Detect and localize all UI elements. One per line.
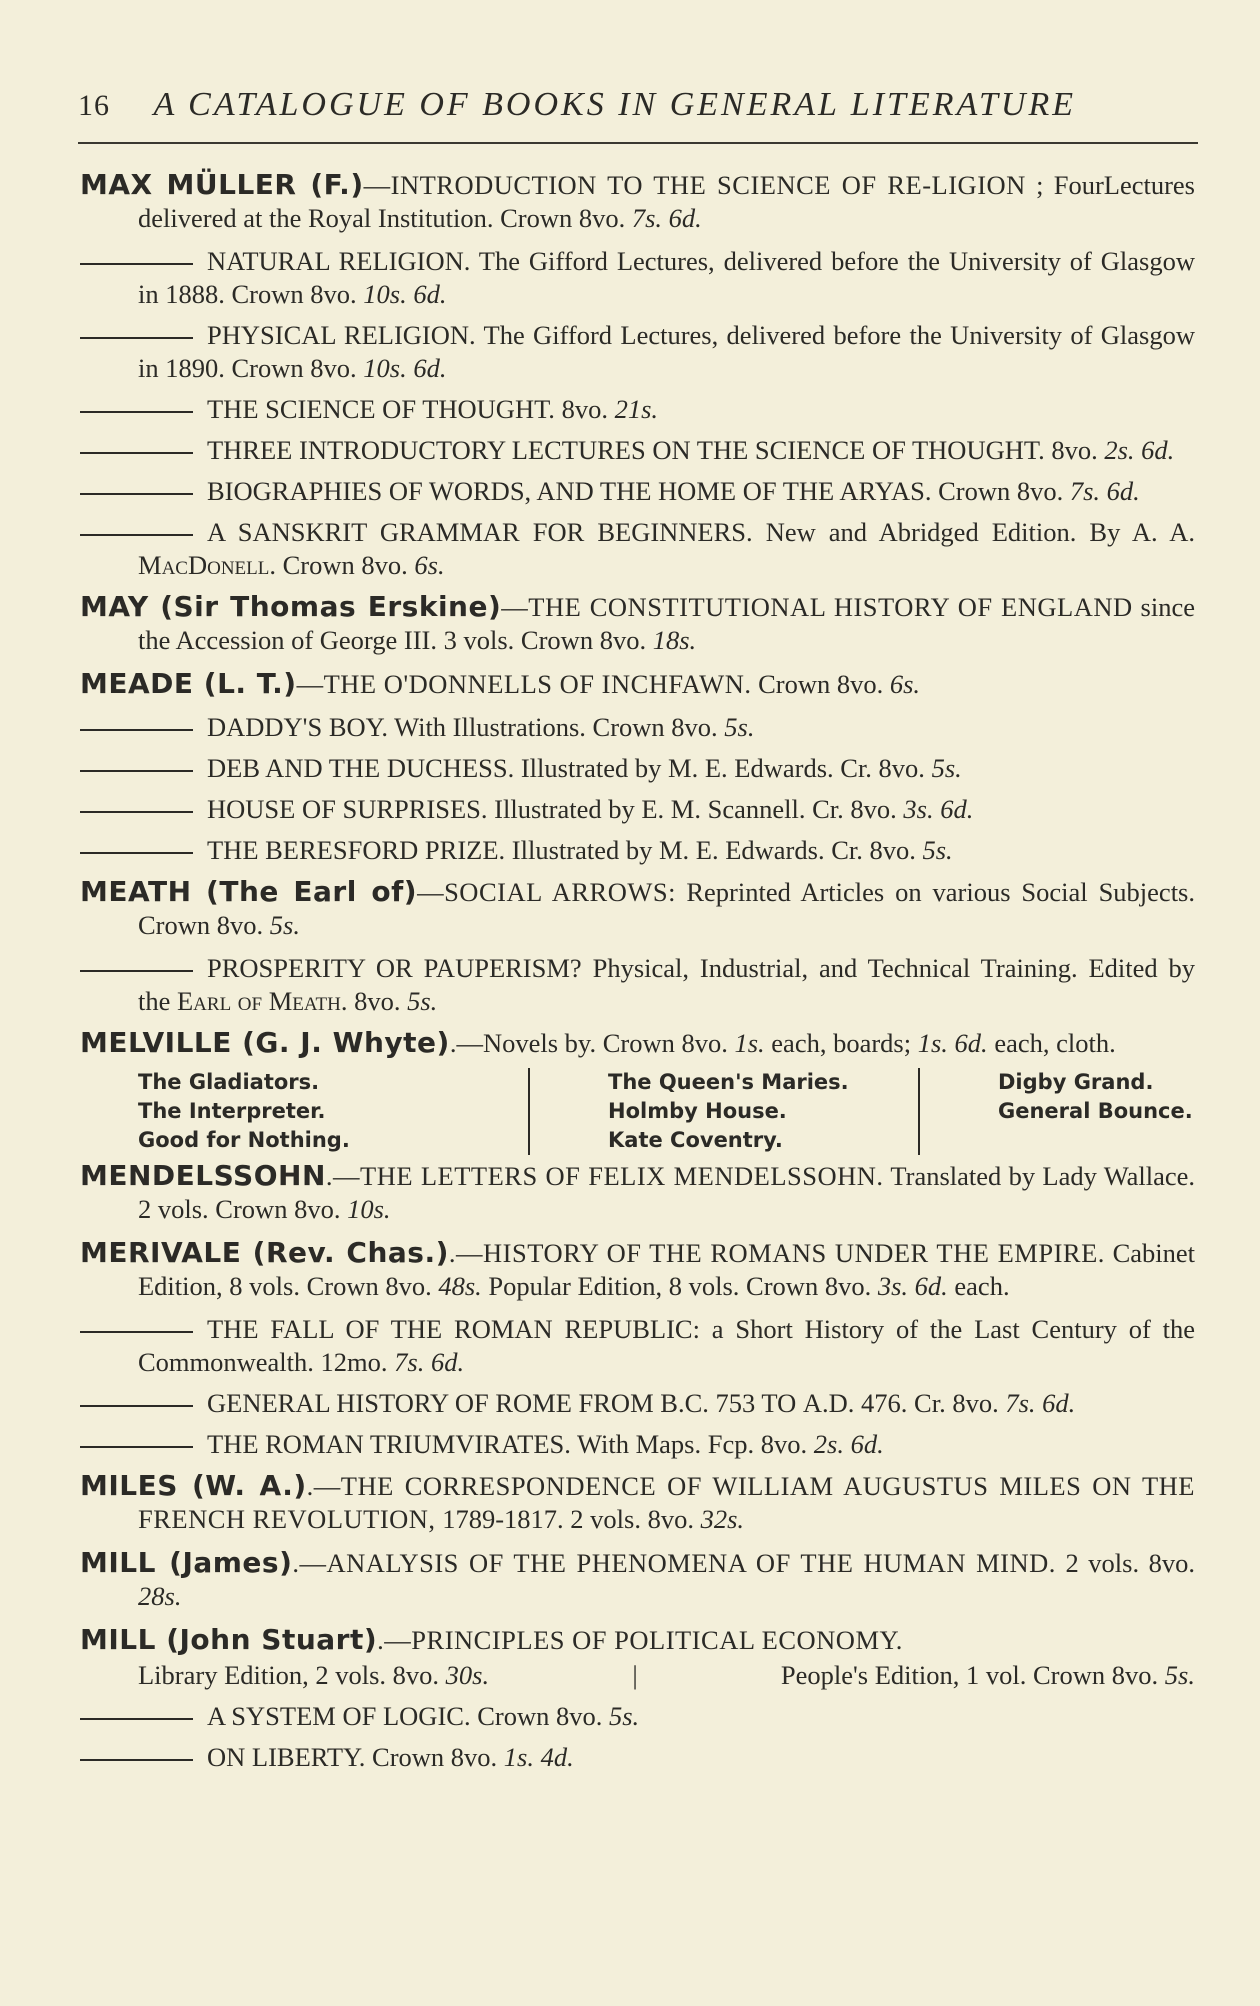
sub-price: 7s. 6d.	[1005, 1388, 1076, 1418]
ditto-dash	[80, 1718, 193, 1720]
entry-desc: Translated by Lady Wallace. 2 vols. Crown 8vo.	[138, 1161, 1195, 1224]
catalogue-entry	[80, 1469, 1195, 1536]
entry-title: .—THE LETTERS OF FELIX MENDELSSOHN.	[325, 1161, 884, 1191]
sub-title: A SYSTEM OF LOGIC.	[207, 1701, 471, 1731]
entry-title: .—ANALYSIS OF THE PHENOMENA OF THE HUMAN MIND.	[292, 1548, 1056, 1578]
entry-desc-3: each.	[947, 1271, 1010, 1301]
catalogue-entry	[80, 667, 1195, 701]
ditto-dash	[80, 729, 193, 731]
catalogue-body	[80, 168, 1195, 1782]
sub-editor: MacDonell	[138, 550, 270, 580]
catalogue-entry	[80, 590, 1195, 657]
novel-title: The Queen's Maries.	[608, 1070, 849, 1094]
novel-title: Digby Grand.	[998, 1070, 1154, 1094]
sub-price: 5s.	[724, 712, 755, 742]
entry-price: 28s.	[138, 1581, 182, 1611]
catalogue-entry	[80, 875, 1195, 942]
sub-title: DADDY'S BOY.	[207, 712, 388, 742]
entry-desc: ; FourLectures delivered at the Royal Institution. Crown 8vo.	[138, 170, 1195, 233]
ditto-dash	[80, 852, 193, 854]
sub-desc: Illustrated by E. M. Scannell. Cr. 8vo.	[487, 794, 904, 824]
entry-title: —SOCIAL ARROWS	[417, 877, 669, 907]
sub-desc: The Gifford Lectures, delivered before the University of Glasgow in 1890. Crown 8vo.	[138, 320, 1195, 383]
catalogue-entry	[80, 1623, 1195, 1657]
sub-price: 2s. 6d.	[813, 1429, 884, 1459]
sub-price: 5s.	[922, 835, 953, 865]
sub-entry	[80, 516, 1195, 582]
entry-author: MAX MÜLLER (F.)	[80, 168, 364, 201]
sub-entry	[80, 393, 1195, 426]
entry-price-2: 1s. 6d.	[917, 1028, 988, 1058]
entry-price: 7s. 6d.	[631, 203, 702, 233]
sub-entry	[80, 475, 1195, 508]
sub-entry	[80, 1313, 1195, 1379]
entry-price: 1s.	[734, 1028, 765, 1058]
edition-price: 30s.	[445, 1660, 490, 1690]
ditto-dash	[80, 1331, 193, 1333]
sub-title: THE SCIENCE OF THOUGHT.	[207, 394, 555, 424]
sub-entry	[80, 1428, 1195, 1461]
entry-title: —INTRODUCTION TO THE SCIENCE OF RE-LIGION	[363, 170, 1026, 200]
sub-desc: 8vo.	[1044, 435, 1105, 465]
ditto-dash	[80, 452, 193, 454]
sub-entry	[80, 752, 1195, 785]
running-title: A CATALOGUE OF BOOKS IN GENERAL LITERATURE	[153, 86, 1076, 123]
sub-title: BIOGRAPHIES OF WORDS, AND THE HOME OF THE ARYAS.	[207, 476, 932, 506]
entry-desc: 1789-1817. 2 vols. 8vo.	[435, 1504, 701, 1534]
sub-price: 7s. 6d.	[1069, 476, 1140, 506]
sub-title: PROSPERITY OR PAUPERISM?	[207, 953, 582, 983]
catalogue-entry	[80, 1546, 1195, 1613]
entry-desc: Crown 8vo.	[751, 669, 890, 699]
sub-entry	[80, 245, 1195, 311]
header-rule	[78, 142, 1198, 144]
column-separator: |	[632, 1660, 638, 1690]
sub-price: 7s. 6d.	[394, 1347, 465, 1377]
edition-desc: People's Edition, 1 vol. Crown 8vo.	[780, 1660, 1165, 1690]
sub-editor: Earl of Meath	[177, 986, 341, 1016]
sub-title: THE ROMAN TRIUMVIRATES.	[207, 1429, 571, 1459]
sub-entry	[80, 319, 1195, 385]
sub-entry	[80, 952, 1195, 1018]
sub-desc-2: . 8vo.	[340, 986, 408, 1016]
page-number: 16	[78, 89, 110, 122]
sub-title-mid: 753 TO	[708, 1388, 803, 1418]
novels-column	[918, 1068, 1238, 1155]
sub-title: THE BERESFORD PRIZE.	[207, 835, 506, 865]
entry-author: MAY (Sir Thomas Erskine)	[80, 590, 502, 623]
novel-title: Holmby House.	[608, 1099, 787, 1123]
running-head	[78, 86, 1198, 124]
entry-price-2: 3s. 6d.	[877, 1271, 948, 1301]
entry-desc-2: Popular Edition, 8 vols. Crown 8vo.	[481, 1271, 878, 1301]
ditto-dash	[80, 337, 193, 339]
entry-desc-3: each, cloth.	[987, 1028, 1116, 1058]
library-edition	[138, 1659, 489, 1692]
entry-author: MENDELSSOHN	[80, 1159, 326, 1192]
novel-title: General Bounce.	[998, 1099, 1193, 1123]
sub-title: A SANSKRIT GRAMMAR FOR BEGINNERS.	[207, 517, 753, 547]
sub-desc: Illustrated by M. E. Edwards. Cr. 8vo.	[514, 753, 932, 783]
era-label: B.C.	[660, 1388, 709, 1418]
entry-desc: 2 vols. 8vo.	[1055, 1548, 1195, 1578]
sub-desc: Illustrated by M. E. Edwards. Cr. 8vo.	[505, 835, 923, 865]
sub-desc: Crown 8vo.	[931, 476, 1070, 506]
sub-desc: With Illustrations. Crown 8vo.	[387, 712, 725, 742]
sub-desc: 476. Cr. 8vo.	[854, 1388, 1006, 1418]
novel-title: The Interpreter.	[138, 1099, 326, 1123]
entry-price: 6s.	[889, 669, 921, 699]
sub-title: HOUSE OF SURPRISES.	[207, 794, 488, 824]
novel-title: Good for Nothing.	[138, 1128, 350, 1152]
sub-title: PHYSICAL RELIGION.	[207, 320, 476, 350]
catalogue-entry	[80, 1026, 1195, 1060]
sub-desc: The Gifford Lectures, delivered before the University of Glasgow in 1888. Crown 8vo.	[138, 246, 1195, 309]
sub-title: THE FALL OF THE ROMAN REPUBLIC	[207, 1314, 693, 1344]
entry-title: .—THE CORRESPONDENCE OF WILLIAM AUGUSTUS MILES ON THE FRENCH REVOLUTION,	[138, 1471, 1195, 1534]
sub-desc: With Maps. Fcp. 8vo.	[570, 1429, 814, 1459]
entry-author: MEATH (The Earl of)	[80, 875, 418, 908]
edition-price: 5s.	[1164, 1660, 1195, 1690]
entry-desc: since the Accession of George III. 3 vols. Crown 8vo.	[138, 592, 1196, 655]
entry-desc: : Reprinted Articles on various Social Subjects. Crown 8vo.	[138, 877, 1195, 940]
sub-price: 5s.	[608, 1701, 640, 1731]
entry-price: 18s.	[652, 625, 697, 655]
entry-title: —THE O'DONNELLS OF INCHFAWN.	[296, 669, 752, 699]
sub-title: GENERAL HISTORY OF ROME FROM	[207, 1388, 654, 1418]
ditto-dash	[80, 1446, 193, 1448]
entry-price: 32s.	[700, 1504, 745, 1534]
entry-author: MEADE (L. T.)	[80, 667, 297, 700]
sub-entry	[80, 1700, 1195, 1733]
ditto-dash	[80, 811, 193, 813]
catalogue-entry	[80, 168, 1195, 235]
sub-entry	[80, 1387, 1195, 1420]
sub-entry	[80, 711, 1195, 744]
entry-desc: Cabinet Edition, 8 vols. Crown 8vo.	[138, 1238, 1195, 1301]
novel-title: Kate Coventry.	[608, 1128, 783, 1152]
entry-price: 10s.	[347, 1194, 391, 1224]
sub-desc: 8vo.	[554, 394, 615, 424]
novels-column	[138, 1068, 528, 1155]
sub-desc: New and Abridged Edition. By A. A.	[752, 517, 1195, 547]
sub-price: 10s. 6d.	[363, 353, 447, 383]
sub-title: NATURAL RELIGION.	[207, 246, 471, 276]
ditto-dash	[80, 411, 193, 413]
sub-price: 3s. 6d.	[903, 794, 974, 824]
ditto-dash	[80, 770, 193, 772]
sub-price: 6s.	[414, 550, 445, 580]
edition-desc: Library Edition, 2 vols. 8vo.	[138, 1660, 446, 1690]
sub-desc: Physical, Industrial, and Technical Training. Edited by the	[138, 953, 1195, 1016]
entry-author: MELVILLE (G. J. Whyte)	[80, 1026, 450, 1059]
era-label: A.D.	[802, 1388, 855, 1418]
sub-desc: : a Short History of the Last Century of the Commonwealth. 12mo.	[138, 1314, 1195, 1377]
novels-table	[138, 1068, 1195, 1155]
entry-desc-2: each, boards;	[764, 1028, 918, 1058]
entry-title: —THE CONSTITUTIONAL HISTORY OF ENGLAND	[501, 592, 1133, 622]
novels-column	[528, 1068, 918, 1155]
ditto-dash	[80, 1759, 193, 1761]
sub-desc: Crown 8vo.	[365, 1742, 504, 1772]
entry-author: MILES (W. A.)	[80, 1469, 307, 1502]
peoples-edition	[781, 1659, 1195, 1692]
catalogue-entry	[80, 1159, 1195, 1226]
ditto-dash	[80, 534, 193, 536]
sub-price: 5s.	[407, 986, 438, 1016]
entry-author: MILL (John Stuart)	[80, 1623, 378, 1656]
sub-entry	[80, 793, 1195, 826]
entry-title: .—HISTORY OF THE ROMANS UNDER THE EMPIRE.	[448, 1238, 1105, 1268]
sub-title: THREE INTRODUCTORY LECTURES ON THE SCIENCE OF THOUGHT.	[207, 435, 1045, 465]
sub-entry	[80, 834, 1195, 867]
sub-entry	[80, 1741, 1195, 1774]
sub-price: 21s.	[614, 394, 659, 424]
entry-price: 5s.	[269, 910, 300, 940]
sub-price: 1s. 4d.	[503, 1742, 574, 1772]
ditto-dash	[80, 263, 193, 265]
sub-title: ON LIBERTY.	[207, 1742, 366, 1772]
entry-author: MILL (James)	[80, 1546, 293, 1579]
sub-price: 10s. 6d.	[363, 279, 447, 309]
sub-price: 5s.	[931, 753, 962, 783]
catalogue-entry	[80, 1236, 1195, 1303]
ditto-dash	[80, 970, 193, 972]
novel-title: The Gladiators.	[138, 1070, 320, 1094]
entry-title: .—PRINCIPLES OF POLITICAL ECONOMY.	[377, 1625, 903, 1655]
edition-line	[80, 1659, 1195, 1692]
entry-desc: .—Novels by. Crown 8vo.	[449, 1028, 735, 1058]
entry-author: MERIVALE (Rev. Chas.)	[80, 1236, 449, 1269]
ditto-dash	[80, 1405, 193, 1407]
ditto-dash	[80, 493, 193, 495]
sub-desc: Crown 8vo.	[470, 1701, 609, 1731]
entry-price: 48s.	[438, 1271, 482, 1301]
sub-title: DEB AND THE DUCHESS.	[207, 753, 515, 783]
sub-desc-2: . Crown 8vo.	[269, 550, 415, 580]
sub-entry	[80, 434, 1195, 467]
sub-price: 2s. 6d.	[1104, 435, 1175, 465]
